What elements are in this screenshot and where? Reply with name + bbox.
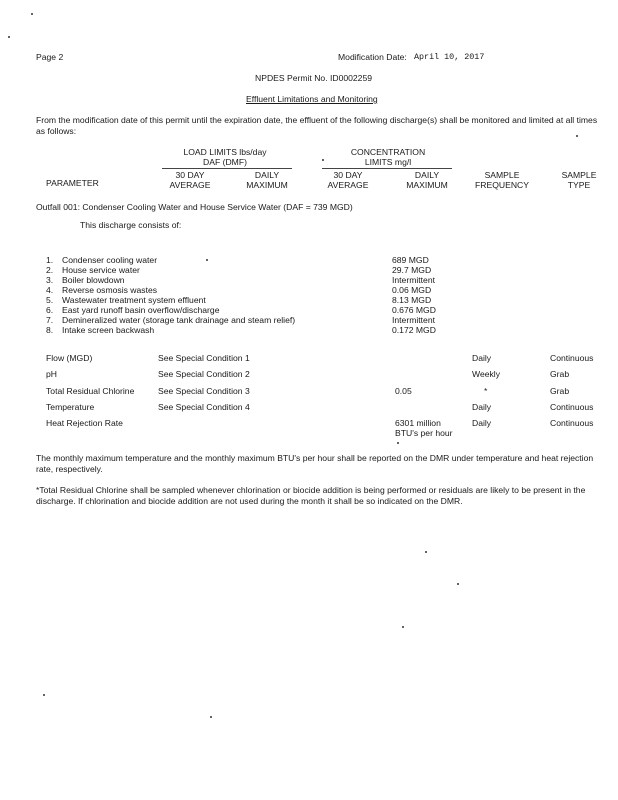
conc-30day-subheader: AVERAGE [327,180,369,190]
param-type: Continuous [550,402,594,412]
list-item-num: 6. [46,305,54,315]
frequency-header: SAMPLE [484,170,520,180]
param-type: Grab [550,386,570,396]
discharge-intro: This discharge consists of: [80,220,182,230]
section-title: Effluent Limitations and Monitoring [246,94,378,104]
param-type: Continuous [550,418,594,428]
note-temperature: The monthly maximum temperature and the monthly maximum BTU's per hour shall be reported on the DMR under temperature and heat rejection rate, respectively. [36,453,594,474]
heat-limit-unit: BTU's per hour [395,428,453,438]
load-30day-subheader: AVERAGE [169,180,211,190]
list-item: Boiler blowdown [62,275,125,285]
param-name: Flow (MGD) [46,353,93,363]
frequency-subheader: FREQUENCY [475,180,529,190]
param-name: Heat Rejection Rate [46,418,123,428]
list-item-value: 0.172 MGD [392,325,436,335]
list-item-num: 5. [46,295,54,305]
load-30day-header: 30 DAY [175,170,205,180]
list-item-num: 8. [46,325,54,335]
list-item-num: 2. [46,265,54,275]
param-frequency: Daily [472,418,492,428]
concentration-subheader: LIMITS mg/l [364,157,412,167]
list-item-value: 689 MGD [392,255,429,265]
list-item-value: 8.13 MGD [392,295,432,305]
list-item-value: 0.676 MGD [392,305,436,315]
load-daily-subheader: MAXIMUM [246,180,288,190]
load-limits-header: LOAD LIMITS lbs/day [183,147,267,157]
concentration-header: CONCENTRATION [350,147,426,157]
list-item-value: 0.06 MGD [392,285,432,295]
list-item: Reverse osmosis wastes [62,285,158,295]
type-header: SAMPLE [561,170,597,180]
list-item: Intake screen backwash [62,325,155,335]
param-frequency: Weekly [472,369,501,379]
param-limit: See Special Condition 4 [158,402,250,412]
param-type: Grab [550,369,570,379]
list-item: Condenser cooling water [62,255,158,265]
param-name: pH [46,369,57,379]
param-limit: See Special Condition 1 [158,353,250,363]
param-frequency: Daily [472,402,492,412]
list-item-num: 3. [46,275,54,285]
param-name: Total Residual Chlorine [46,386,135,396]
load-daily-header: DAILY [254,170,280,180]
param-conc-daily: 0.05 [395,386,412,396]
list-item-num: 7. [46,315,54,325]
type-subheader: TYPE [567,180,591,190]
load-limits-subheader: DAF (DMF) [203,157,247,167]
list-item: House service water [62,265,140,275]
list-item: Wastewater treatment system effluent [62,295,206,305]
conc-daily-subheader: MAXIMUM [406,180,448,190]
param-frequency: * [484,386,488,396]
modification-date-label: Modification Date: [338,52,407,62]
param-type: Continuous [550,353,594,363]
param-frequency: Daily [472,353,492,363]
conc-daily-header: DAILY [414,170,440,180]
param-limit: See Special Condition 3 [158,386,250,396]
list-item: Demineralized water (storage tank drainage and steam relief) [62,315,296,325]
list-item-num: 4. [46,285,54,295]
list-item-value: Intermittent [392,315,435,325]
param-name: Temperature [46,402,95,412]
parameter-column-header: PARAMETER [46,178,99,188]
param-limit: See Special Condition 2 [158,369,250,379]
heat-limit-value: 6301 million [395,418,441,428]
modification-date: April 10, 2017 [414,52,485,62]
list-item-num: 1. [46,255,54,265]
page-number: Page 2 [36,52,64,62]
note-chlorine: *Total Residual Chlorine shall be sampled whenever chlorination or biocide addition is being performed or residuals are likely to be present in the discharge. If chlorination and biocide addition are not used during the month it shall be so indicated on the DMR. [36,485,586,506]
list-item: East yard runoff basin overflow/discharge [62,305,220,315]
list-item-value: Intermittent [392,275,435,285]
list-item-value: 29.7 MGD [392,265,432,275]
conc-30day-header: 30 DAY [333,170,363,180]
permit-number: NPDES Permit No. ID0002259 [255,73,373,83]
intro-paragraph: From the modification date of this permit until the expiration date, the effluent of the following discharge(s) shall be monitored and limited at all times as follows: [36,115,598,136]
outfall-title: Outfall 001: Condenser Cooling Water and House Service Water (DAF = 739 MGD) [36,202,353,212]
